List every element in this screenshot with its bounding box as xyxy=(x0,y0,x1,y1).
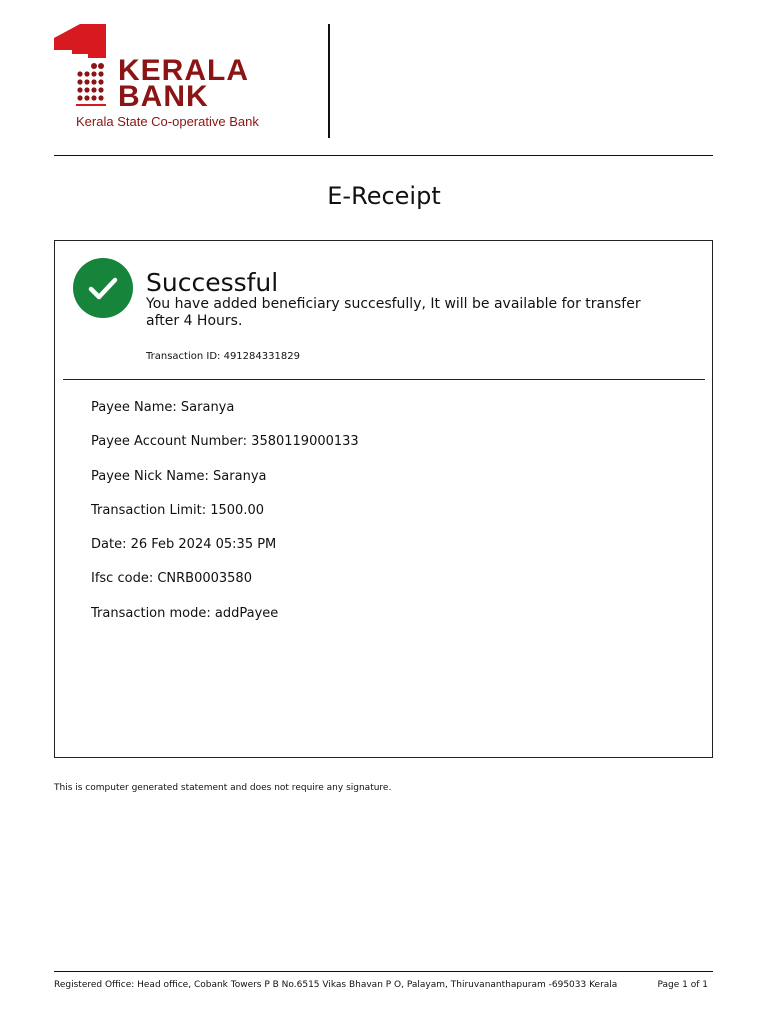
kerala-bank-logo-mark xyxy=(54,24,114,110)
header-divider xyxy=(54,155,713,156)
detail-transaction-mode: Transaction mode: addPayee xyxy=(91,605,279,621)
receipt-divider xyxy=(63,379,705,380)
logo-wordmark-line2: BANK xyxy=(118,80,209,113)
receipt-card xyxy=(54,240,713,758)
page-title: E-Receipt xyxy=(327,182,441,210)
detail-payee-name: Payee Name: Saranya xyxy=(91,400,235,415)
detail-transaction-limit: Transaction Limit: 1500.00 xyxy=(91,502,264,518)
footer-divider xyxy=(54,971,713,972)
detail-date: Date: 26 Feb 2024 05:35 PM xyxy=(91,537,277,553)
detail-payee-account-number: Payee Account Number: 3580119000133 xyxy=(91,434,359,450)
status-heading: Successful xyxy=(146,268,279,297)
footer-address: Registered Office: Head office, Cobank Towers P B No.6515 Vikas Bhavan P O, Palayam, Thiruvananthapuram -695033 Kerala xyxy=(54,980,618,990)
header-vertical-divider xyxy=(328,24,330,138)
detail-ifsc-code: Ifsc code: CNRB0003580 xyxy=(91,571,252,587)
transaction-id: Transaction ID: 491284331829 xyxy=(146,351,300,362)
logo-subtitle: Kerala State Co-operative Bank xyxy=(76,114,259,129)
bank-logo xyxy=(54,24,278,130)
receipt-details xyxy=(91,399,359,639)
page-number: Page 1 of 1 xyxy=(657,980,708,990)
status-message: You have added beneficiary succesfully, It will be available for transfer after 4 Hours. xyxy=(146,296,641,329)
signature-footnote: This is computer generated statement and does not require any signature. xyxy=(54,783,392,793)
logo-wordmark-line1: KERALA xyxy=(118,54,249,87)
check-circle-icon xyxy=(73,258,133,318)
detail-payee-nick-name: Payee Nick Name: Saranya xyxy=(91,468,267,484)
